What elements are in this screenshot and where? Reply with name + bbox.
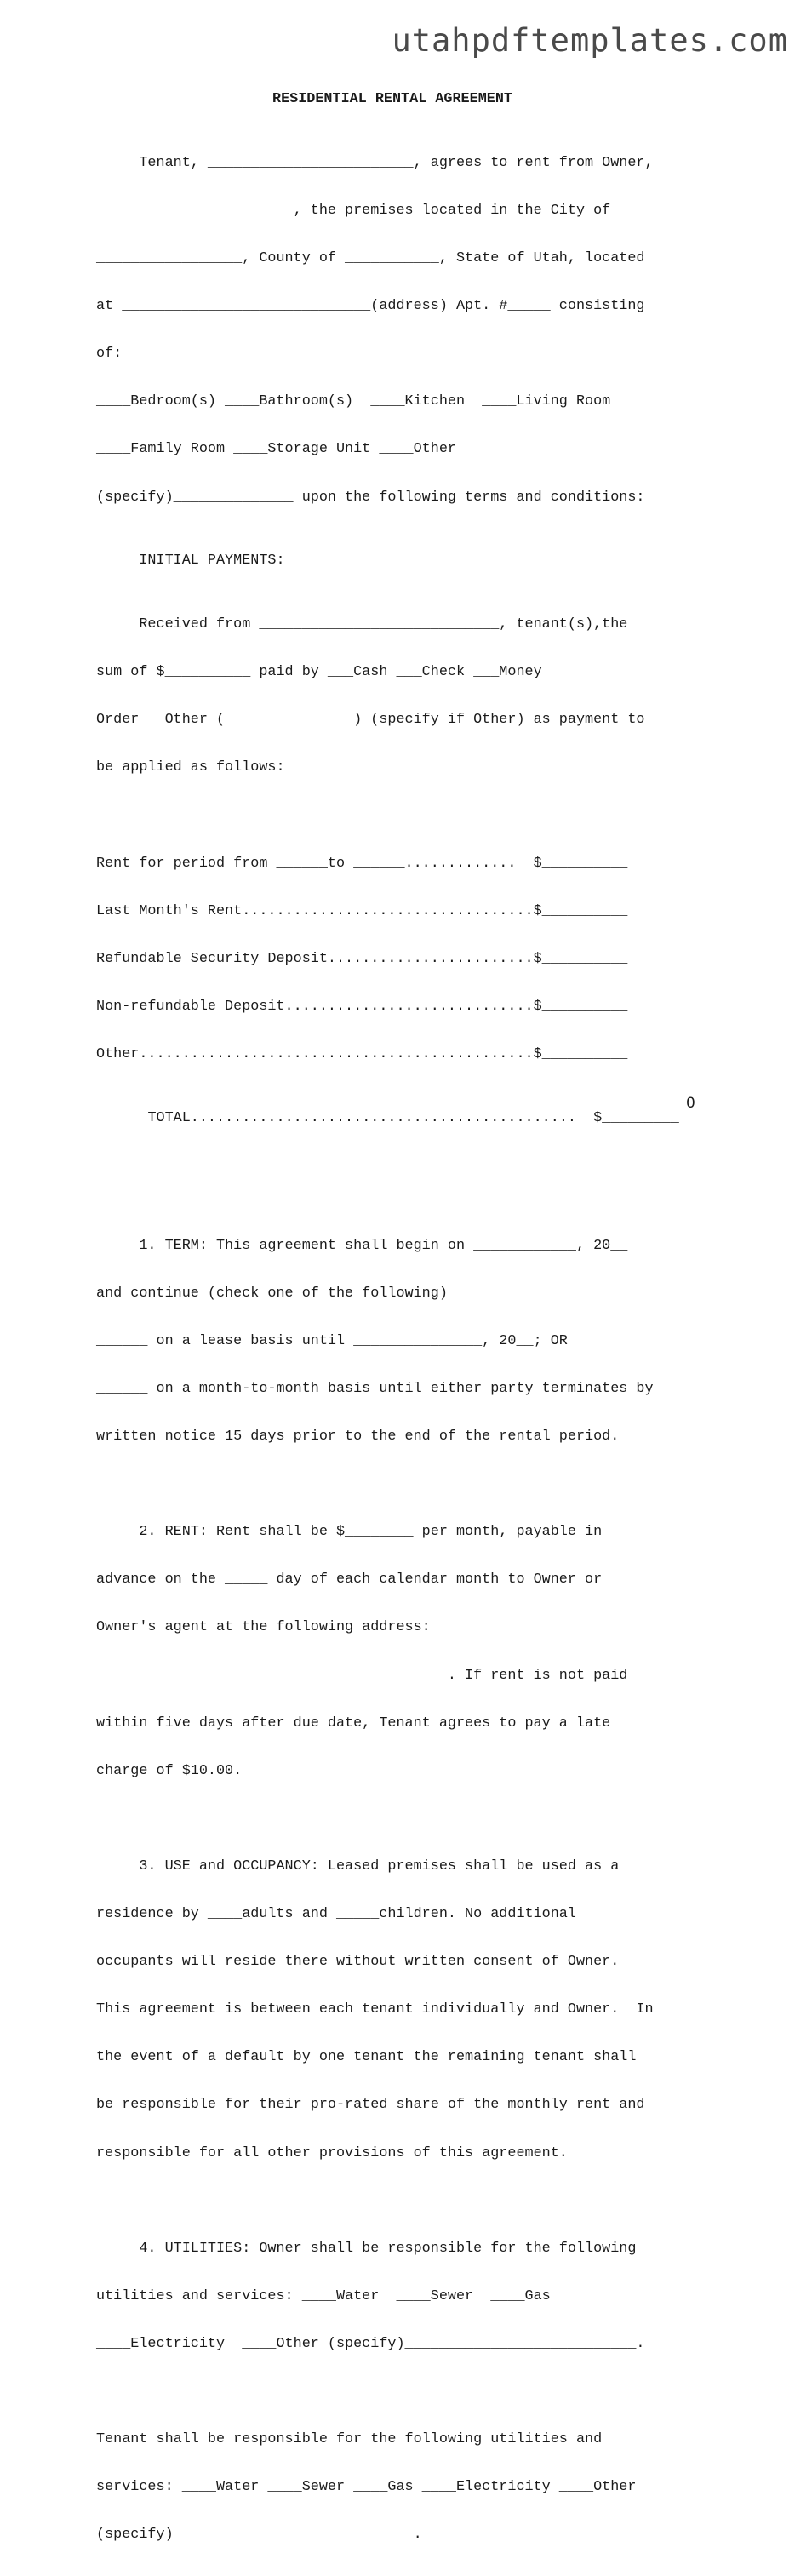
intro-line: _________________, County of ___________, State of Utah, located (96, 250, 645, 267)
initial-payments-heading: INITIAL PAYMENTS: (96, 552, 285, 570)
rent-line: Owner's agent at the following address: (96, 1619, 431, 1636)
watermark-text: utahpdftemplates.com (392, 22, 788, 59)
rent-line: advance on the _____ day of each calendar month to Owner or (96, 1571, 603, 1589)
document-title: RESIDENTIAL RENTAL AGREEMENT (272, 91, 512, 107)
intro-line: at _____________________________(address) Apt. #_____ consisting (96, 298, 645, 315)
utilities-owner-line: ____Electricity ____Other (specify)___________________________. (96, 2336, 645, 2353)
utilities-owner-line: 4. UTILITIES: Owner shall be responsible for the following (96, 2240, 637, 2257)
received-line: Order___Other (_______________) (specify if Other) as payment to (96, 712, 645, 729)
use-line: be responsible for their pro-rated share of the monthly rent and (96, 2097, 645, 2114)
rent-line: _________________________________________. If rent is not paid (96, 1667, 628, 1684)
utilities-tenant-line: (specify) ___________________________. (96, 2527, 422, 2544)
total-line: TOTAL............................................. $_________ (147, 1109, 679, 1126)
use-line: occupants will reside there without written consent of Owner. (96, 1954, 620, 1971)
term-section (96, 1206, 726, 1477)
intro-section (96, 123, 726, 537)
received-line: sum of $__________ paid by ___Cash ___Check ___Money (96, 664, 542, 681)
payment-line: Last Month's Rent..................................$__________ (96, 902, 628, 919)
intro-line: ____Family Room ____Storage Unit ____Other (96, 441, 456, 458)
received-line: Received from ____________________________, tenant(s),the (96, 616, 628, 633)
use-line: responsible for all other provisions of this agreement. (96, 2144, 568, 2161)
payment-line: Refundable Security Deposit........................$__________ (96, 950, 628, 967)
utilities-tenant-line: services: ____Water ____Sewer ____Gas ____Electricity ____Other (96, 2479, 637, 2496)
use-line: the event of a default by one tenant the remaining tenant shall (96, 2049, 637, 2066)
term-line: 1. TERM: This agreement shall begin on ____________, 20__ (96, 1237, 628, 1254)
total-value: 0 (686, 1095, 695, 1113)
intro-line: of: (96, 346, 123, 363)
rent-section (96, 1493, 726, 1812)
utilities-owner-section (96, 2209, 726, 2384)
use-occupancy-section (96, 1828, 726, 2194)
payment-line: Non-refundable Deposit.............................$__________ (96, 999, 628, 1016)
term-line: ______ on a month-to-month basis until either party terminates by (96, 1380, 654, 1397)
term-line: ______ on a lease basis until _______________, 20__; OR (96, 1332, 568, 1349)
rent-line: charge of $10.00. (96, 1762, 243, 1779)
intro-line: _______________________, the premises located in the City of (96, 202, 611, 219)
received-line: be applied as follows: (96, 759, 285, 776)
payment-line: Rent for period from ______to ______............. $__________ (96, 855, 628, 872)
utilities-tenant-line: Tenant shall be responsible for the following utilities and (96, 2431, 603, 2448)
intro-line: Tenant, ________________________, agrees to rent from Owner, (96, 154, 654, 171)
utilities-owner-line: utilities and services: ____Water ____Sewer ____Gas (96, 2287, 551, 2304)
payments-table (96, 824, 726, 1190)
received-section (96, 586, 726, 809)
total-row (96, 1095, 726, 1159)
use-line: residence by ____adults and _____children. No additional (96, 1906, 576, 1923)
intro-line: (specify)______________ upon the following terms and conditions: (96, 489, 645, 506)
utilities-tenant-section (96, 2401, 726, 2576)
rent-line: 2. RENT: Rent shall be $________ per month, payable in (96, 1524, 603, 1541)
use-line: 3. USE and OCCUPANCY: Leased premises shall be used as a (96, 1858, 620, 1875)
payment-line: Other..............................................$__________ (96, 1046, 628, 1063)
use-line: This agreement is between each tenant individually and Owner. In (96, 2001, 654, 2018)
intro-line: ____Bedroom(s) ____Bathroom(s) ____Kitchen ____Living Room (96, 393, 611, 410)
rent-line: within five days after due date, Tenant agrees to pay a late (96, 1714, 611, 1732)
document-body (96, 92, 726, 2576)
term-line: and continue (check one of the following) (96, 1285, 448, 1302)
term-line: written notice 15 days prior to the end of the rental period. (96, 1428, 620, 1445)
